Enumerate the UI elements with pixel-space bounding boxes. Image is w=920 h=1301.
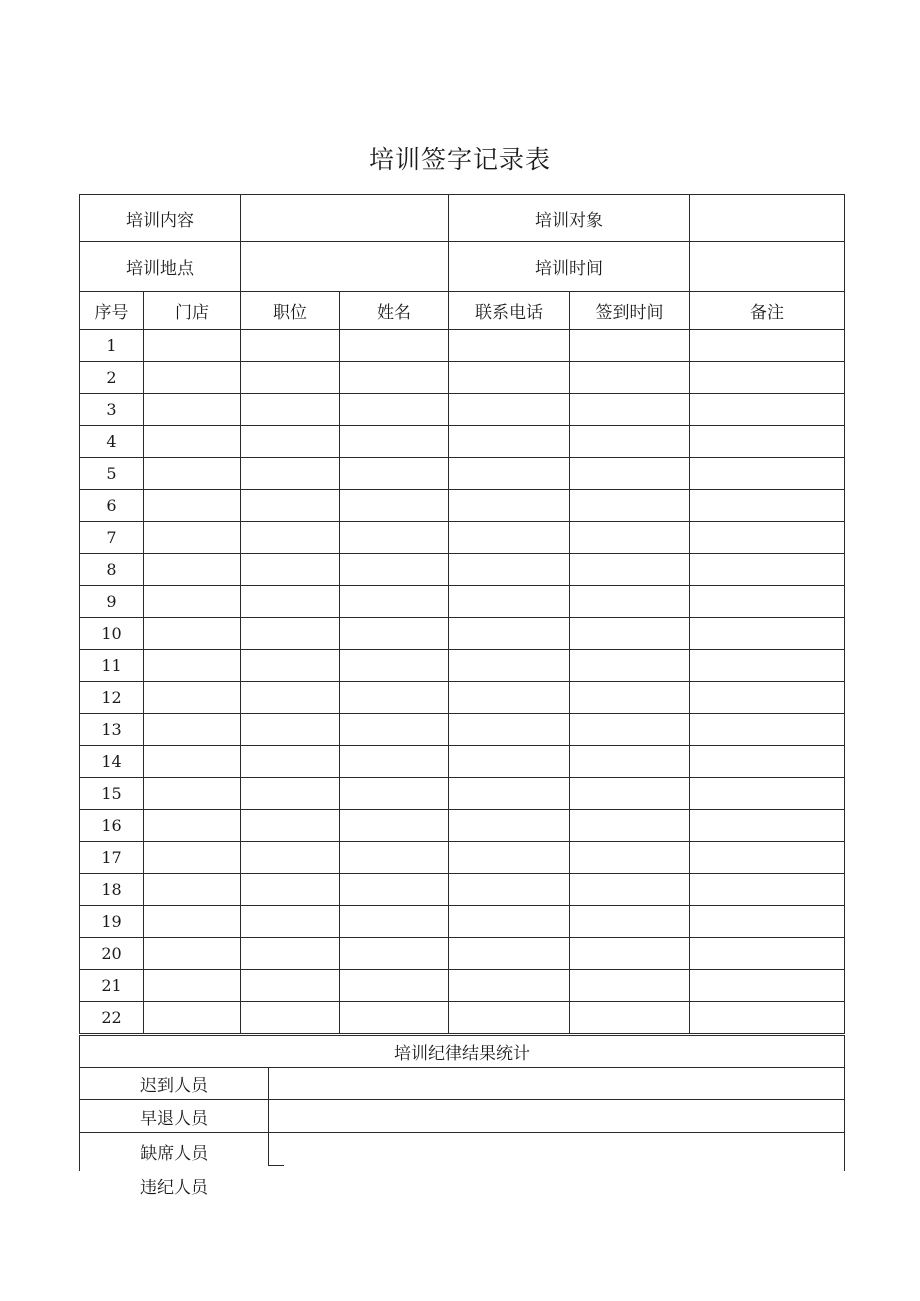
row-cell[interactable] (241, 330, 340, 362)
row-cell[interactable] (570, 554, 690, 586)
row-cell[interactable] (144, 426, 241, 458)
row-cell[interactable] (690, 586, 845, 618)
header-row (80, 292, 845, 330)
header-name: 姓名 (340, 292, 449, 330)
row-cell[interactable] (570, 1002, 690, 1034)
row-cell[interactable] (144, 394, 241, 426)
row-cell[interactable] (241, 490, 340, 522)
row-cell[interactable] (340, 618, 449, 650)
row-cell[interactable] (690, 938, 845, 970)
row-cell[interactable] (690, 426, 845, 458)
early-label: 早退人员 (80, 1100, 269, 1133)
row-cell[interactable] (690, 618, 845, 650)
row-cell[interactable] (570, 458, 690, 490)
table-row (80, 874, 845, 906)
row-cell[interactable] (241, 1002, 340, 1034)
row-index: 22 (80, 1002, 144, 1034)
header-index: 序号 (80, 292, 144, 330)
table-row (80, 810, 845, 842)
row-cell[interactable] (449, 1002, 570, 1034)
row-cell[interactable] (570, 682, 690, 714)
row-cell[interactable] (340, 682, 449, 714)
row-body (80, 330, 845, 1034)
table-row (80, 906, 845, 938)
row-cell[interactable] (144, 714, 241, 746)
row-cell[interactable] (340, 554, 449, 586)
row-cell[interactable] (340, 714, 449, 746)
row-cell[interactable] (241, 426, 340, 458)
row-cell[interactable] (570, 938, 690, 970)
row-cell[interactable] (449, 490, 570, 522)
row-cell[interactable] (690, 970, 845, 1002)
row-cell[interactable] (449, 842, 570, 874)
header-position: 职位 (241, 292, 340, 330)
row-cell[interactable] (340, 362, 449, 394)
row-cell[interactable] (690, 554, 845, 586)
table-row (80, 458, 845, 490)
info-row-location (80, 242, 845, 292)
row-cell[interactable] (690, 1002, 845, 1034)
target-label: 培训对象 (449, 195, 690, 242)
row-index: 9 (80, 586, 144, 618)
target-value-cell[interactable] (690, 195, 845, 242)
row-index: 21 (80, 970, 144, 1002)
late-label: 迟到人员 (80, 1068, 269, 1100)
header-store: 门店 (144, 292, 241, 330)
table-row (80, 682, 845, 714)
violation-value-cell[interactable] (269, 1171, 845, 1201)
row-cell[interactable] (144, 682, 241, 714)
row-cell[interactable] (241, 778, 340, 810)
row-cell[interactable] (570, 906, 690, 938)
row-cell[interactable] (340, 458, 449, 490)
row-cell[interactable] (241, 522, 340, 554)
header-checkin-time: 签到时间 (570, 292, 690, 330)
table-row (80, 362, 845, 394)
row-cell[interactable] (449, 458, 570, 490)
row-index: 3 (80, 394, 144, 426)
row-cell[interactable] (144, 906, 241, 938)
row-index: 6 (80, 490, 144, 522)
row-cell[interactable] (690, 874, 845, 906)
row-cell[interactable] (449, 586, 570, 618)
row-cell[interactable] (340, 426, 449, 458)
row-cell[interactable] (144, 330, 241, 362)
absent-value-cell[interactable] (269, 1133, 845, 1171)
row-cell[interactable] (690, 778, 845, 810)
divider-tick (268, 1165, 284, 1166)
row-cell[interactable] (449, 362, 570, 394)
row-cell[interactable] (144, 458, 241, 490)
table-row (80, 650, 845, 682)
row-cell[interactable] (241, 586, 340, 618)
row-cell[interactable] (144, 362, 241, 394)
row-index: 18 (80, 874, 144, 906)
table-row (80, 618, 845, 650)
row-cell[interactable] (340, 522, 449, 554)
row-cell[interactable] (449, 682, 570, 714)
row-index: 10 (80, 618, 144, 650)
row-cell[interactable] (340, 906, 449, 938)
row-cell[interactable] (449, 810, 570, 842)
row-cell[interactable] (570, 426, 690, 458)
row-cell[interactable] (449, 874, 570, 906)
row-index: 12 (80, 682, 144, 714)
row-cell[interactable] (144, 842, 241, 874)
table-row (80, 426, 845, 458)
row-cell[interactable] (340, 778, 449, 810)
row-cell[interactable] (241, 362, 340, 394)
row-cell[interactable] (144, 1002, 241, 1034)
row-cell[interactable] (570, 362, 690, 394)
row-cell[interactable] (570, 714, 690, 746)
row-cell[interactable] (241, 938, 340, 970)
row-cell[interactable] (449, 714, 570, 746)
row-cell[interactable] (570, 746, 690, 778)
row-cell[interactable] (449, 970, 570, 1002)
row-cell[interactable] (241, 874, 340, 906)
row-cell[interactable] (241, 746, 340, 778)
row-index: 4 (80, 426, 144, 458)
row-cell[interactable] (340, 938, 449, 970)
location-value-cell[interactable] (241, 242, 449, 292)
row-cell[interactable] (241, 906, 340, 938)
row-cell[interactable] (144, 746, 241, 778)
table-row (80, 938, 845, 970)
table-row (80, 746, 845, 778)
row-cell[interactable] (340, 746, 449, 778)
divider-line (268, 1132, 269, 1166)
table-row (80, 778, 845, 810)
row-cell[interactable] (690, 490, 845, 522)
row-cell[interactable] (690, 330, 845, 362)
early-value-cell[interactable] (269, 1100, 845, 1133)
row-cell[interactable] (690, 650, 845, 682)
row-cell[interactable] (449, 618, 570, 650)
row-cell[interactable] (144, 778, 241, 810)
table-row (80, 586, 845, 618)
row-cell[interactable] (144, 490, 241, 522)
table-row (80, 842, 845, 874)
row-cell[interactable] (340, 586, 449, 618)
row-cell[interactable] (340, 810, 449, 842)
row-cell[interactable] (690, 458, 845, 490)
discipline-table (79, 1035, 845, 1201)
header-phone: 联系电话 (449, 292, 570, 330)
row-cell[interactable] (241, 458, 340, 490)
time-value-cell[interactable] (690, 242, 845, 292)
row-cell[interactable] (449, 650, 570, 682)
row-cell[interactable] (144, 650, 241, 682)
discipline-title: 培训纪律结果统计 (80, 1036, 845, 1068)
row-cell[interactable] (241, 394, 340, 426)
row-cell[interactable] (690, 842, 845, 874)
row-index: 7 (80, 522, 144, 554)
row-cell[interactable] (144, 586, 241, 618)
row-cell[interactable] (570, 522, 690, 554)
table-row (80, 714, 845, 746)
absent-label: 缺席人员 (80, 1133, 269, 1171)
row-index: 20 (80, 938, 144, 970)
row-cell[interactable] (241, 618, 340, 650)
row-cell[interactable] (241, 842, 340, 874)
row-cell[interactable] (449, 330, 570, 362)
row-cell[interactable] (340, 970, 449, 1002)
location-label: 培训地点 (80, 242, 241, 292)
row-cell[interactable] (144, 522, 241, 554)
row-cell[interactable] (241, 650, 340, 682)
row-cell[interactable] (144, 938, 241, 970)
content-label: 培训内容 (80, 195, 241, 242)
row-cell[interactable] (570, 810, 690, 842)
row-index: 5 (80, 458, 144, 490)
row-cell[interactable] (340, 490, 449, 522)
row-cell[interactable] (449, 554, 570, 586)
table-row (80, 330, 845, 362)
row-cell[interactable] (570, 394, 690, 426)
row-index: 1 (80, 330, 144, 362)
row-cell[interactable] (690, 394, 845, 426)
row-cell[interactable] (144, 810, 241, 842)
row-index: 15 (80, 778, 144, 810)
row-cell[interactable] (449, 426, 570, 458)
row-cell[interactable] (449, 906, 570, 938)
row-cell[interactable] (570, 842, 690, 874)
table-row (80, 522, 845, 554)
row-cell[interactable] (241, 554, 340, 586)
row-index: 13 (80, 714, 144, 746)
row-cell[interactable] (570, 490, 690, 522)
row-cell[interactable] (570, 778, 690, 810)
table-row (80, 490, 845, 522)
row-index: 14 (80, 746, 144, 778)
row-cell[interactable] (690, 522, 845, 554)
row-index: 8 (80, 554, 144, 586)
page-title: 培训签字记录表 (368, 145, 551, 174)
row-cell[interactable] (449, 778, 570, 810)
row-cell[interactable] (449, 746, 570, 778)
violation-label: 违纪人员 (140, 1178, 208, 1198)
row-cell[interactable] (690, 906, 845, 938)
row-cell[interactable] (570, 650, 690, 682)
row-cell[interactable] (690, 362, 845, 394)
time-label: 培训时间 (449, 242, 690, 292)
row-cell[interactable] (690, 682, 845, 714)
row-cell[interactable] (570, 874, 690, 906)
row-cell[interactable] (144, 874, 241, 906)
row-cell[interactable] (449, 938, 570, 970)
row-cell[interactable] (570, 330, 690, 362)
row-cell[interactable] (144, 554, 241, 586)
row-cell[interactable] (340, 650, 449, 682)
row-index: 17 (80, 842, 144, 874)
info-row-content (80, 195, 845, 242)
row-cell[interactable] (340, 842, 449, 874)
row-cell[interactable] (241, 714, 340, 746)
table-row (80, 394, 845, 426)
table-row (80, 1002, 845, 1034)
row-cell[interactable] (570, 970, 690, 1002)
row-cell[interactable] (241, 810, 340, 842)
row-cell[interactable] (690, 714, 845, 746)
late-value-cell[interactable] (269, 1068, 845, 1100)
row-cell[interactable] (241, 682, 340, 714)
row-index: 11 (80, 650, 144, 682)
row-index: 2 (80, 362, 144, 394)
row-cell[interactable] (570, 586, 690, 618)
row-cell[interactable] (144, 618, 241, 650)
sign-in-table (79, 194, 845, 1034)
row-cell[interactable] (449, 522, 570, 554)
table-row (80, 554, 845, 586)
row-index: 16 (80, 810, 144, 842)
content-value-cell[interactable] (241, 195, 449, 242)
row-cell[interactable] (690, 746, 845, 778)
row-cell[interactable] (449, 394, 570, 426)
row-cell[interactable] (690, 810, 845, 842)
row-cell[interactable] (340, 874, 449, 906)
row-cell[interactable] (570, 618, 690, 650)
header-remarks: 备注 (690, 292, 845, 330)
table-row (80, 970, 845, 1002)
row-cell[interactable] (340, 330, 449, 362)
row-cell[interactable] (241, 970, 340, 1002)
row-cell[interactable] (340, 394, 449, 426)
row-index: 19 (80, 906, 144, 938)
row-cell[interactable] (144, 970, 241, 1002)
row-cell[interactable] (340, 1002, 449, 1034)
